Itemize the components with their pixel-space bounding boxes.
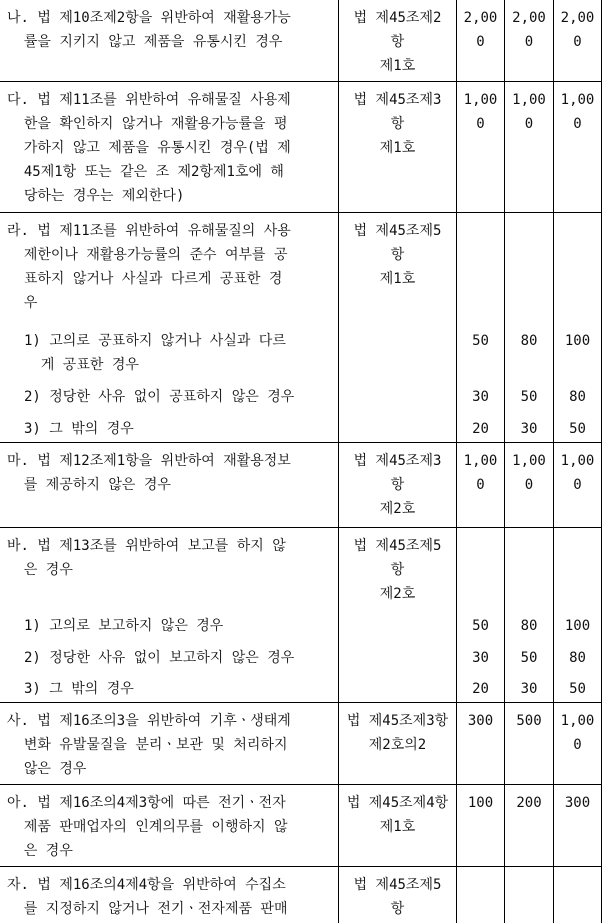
fine-1st: 20	[456, 411, 504, 442]
table-row	[0, 785, 601, 867]
legal-basis: 법 제45조제5 항 제1호	[338, 213, 456, 323]
fine-2nd: 30	[504, 411, 553, 442]
violation-text: 자. 법 제16조의4제4항을 위반하여 수집소 를 지정하지 않거나 전기ㆍ전자제품 판매	[7, 877, 288, 917]
table-row	[0, 443, 601, 528]
legal-basis	[338, 323, 456, 379]
fine-3rd: 300	[553, 785, 601, 866]
table-row	[0, 323, 601, 379]
legal-basis	[338, 608, 456, 640]
violation-text: 1) 고의로 보고하지 않은 경우	[24, 618, 224, 634]
table-row	[0, 608, 601, 640]
table-row	[0, 0, 601, 82]
table-row	[0, 640, 601, 671]
fine-2nd	[504, 213, 553, 323]
fine-3rd	[553, 528, 601, 608]
fine-2nd: 2,00 0	[504, 0, 553, 81]
fine-1st: 300	[456, 703, 504, 784]
legal-basis	[338, 411, 456, 442]
legal-basis	[338, 671, 456, 702]
violation-text: 2) 정당한 사유 없이 보고하지 않은 경우	[24, 650, 295, 666]
fine-3rd: 80	[553, 379, 601, 411]
legal-basis	[338, 640, 456, 671]
legal-basis: 법 제45조제4항 제1호	[338, 785, 456, 866]
violation-text: 사. 법 제16조의3을 위반하여 기후ㆍ생태계 변화 유발물질을 분리ㆍ보관 및 처리하지 않은 경우	[7, 713, 291, 777]
fine-2nd: 200	[504, 785, 553, 866]
violation-text: 마. 법 제12조제1항을 위반하여 재활용정보 를 제공하지 않은 경우	[7, 453, 291, 493]
violation-text: 라. 법 제11조를 위반하여 유해물질의 사용 제한이나 재활용가능률의 준수 여부를 공 표하지 않거나 사실과 다르게 공표한 경 우	[7, 223, 291, 311]
fine-2nd: 80	[504, 323, 553, 379]
fine-1st: 100	[456, 785, 504, 866]
violation-text: 1) 고의로 공표하지 않거나 사실과 다르 게 공표한 경우	[24, 333, 286, 373]
legal-basis: 법 제45조제2 항 제1호	[338, 0, 456, 81]
fine-1st: 20	[456, 671, 504, 702]
violation-text: 다. 법 제11조를 위반하여 유해물질 사용제 한을 확인하지 않거나 재활용가능률을 평 가하지 않고 제품을 유통시킨 경우(법 제 45제1항 또는 같은 조 제2항제1호에 해 당하는 경우는 제외한다)	[7, 92, 291, 204]
legal-basis	[338, 379, 456, 411]
fine-1st	[456, 528, 504, 608]
fine-1st: 1,00 0	[456, 443, 504, 527]
fine-2nd	[504, 867, 553, 923]
violation-text: 3) 그 밖의 경우	[24, 421, 134, 437]
violation-text: 아. 법 제16조의4제3항에 따른 전기ㆍ전자 제품 판매업자의 인계의무를 이행하지 않 은 경우	[7, 795, 288, 859]
fine-2nd: 30	[504, 671, 553, 702]
fine-1st	[456, 213, 504, 323]
fine-3rd: 50	[553, 411, 601, 442]
fine-3rd: 80	[553, 640, 601, 671]
violation-text: 바. 법 제13조를 위반하여 보고를 하지 않 은 경우	[7, 538, 286, 578]
fine-3rd	[553, 213, 601, 323]
fine-1st: 1,00 0	[456, 82, 504, 212]
table-row	[0, 671, 601, 703]
violation-text: 나. 법 제10조제2항을 위반하여 재활용가능 률을 지키지 않고 제품을 유통시킨 경우	[7, 10, 291, 50]
table-row	[0, 213, 601, 323]
legal-basis: 법 제45조제5 항 제2호	[338, 528, 456, 608]
table-row	[0, 703, 601, 785]
fine-1st: 2,00 0	[456, 0, 504, 81]
legal-basis: 법 제45조제3 항 제1호	[338, 82, 456, 212]
violation-text: 2) 정당한 사유 없이 공표하지 않은 경우	[24, 389, 295, 405]
legal-basis: 법 제45조제3항 제2호의2	[338, 703, 456, 784]
fine-2nd: 1,00 0	[504, 82, 553, 212]
table-row	[0, 528, 601, 608]
fine-3rd: 2,00 0	[553, 0, 601, 81]
fine-1st: 50	[456, 608, 504, 640]
fine-2nd: 50	[504, 379, 553, 411]
fine-1st: 30	[456, 640, 504, 671]
legal-basis: 법 제45조제3 항 제2호	[338, 443, 456, 527]
fine-3rd: 1,00 0	[553, 703, 601, 784]
fine-3rd: 1,00 0	[553, 443, 601, 527]
table-row	[0, 867, 601, 923]
fine-1st	[456, 867, 504, 923]
fine-2nd	[504, 528, 553, 608]
fine-1st: 30	[456, 379, 504, 411]
legal-basis: 법 제45조제5 항	[338, 867, 456, 923]
violation-text: 3) 그 밖의 경우	[24, 681, 134, 697]
fine-2nd: 1,00 0	[504, 443, 553, 527]
fine-2nd: 50	[504, 640, 553, 671]
fine-1st: 50	[456, 323, 504, 379]
fine-2nd: 500	[504, 703, 553, 784]
fine-3rd: 1,00 0	[553, 82, 601, 212]
table-row	[0, 82, 601, 213]
fine-2nd: 80	[504, 608, 553, 640]
fine-3rd: 100	[553, 608, 601, 640]
table-row	[0, 411, 601, 443]
fine-3rd: 100	[553, 323, 601, 379]
table-row	[0, 379, 601, 411]
fine-3rd: 50	[553, 671, 601, 702]
fine-3rd	[553, 867, 601, 923]
